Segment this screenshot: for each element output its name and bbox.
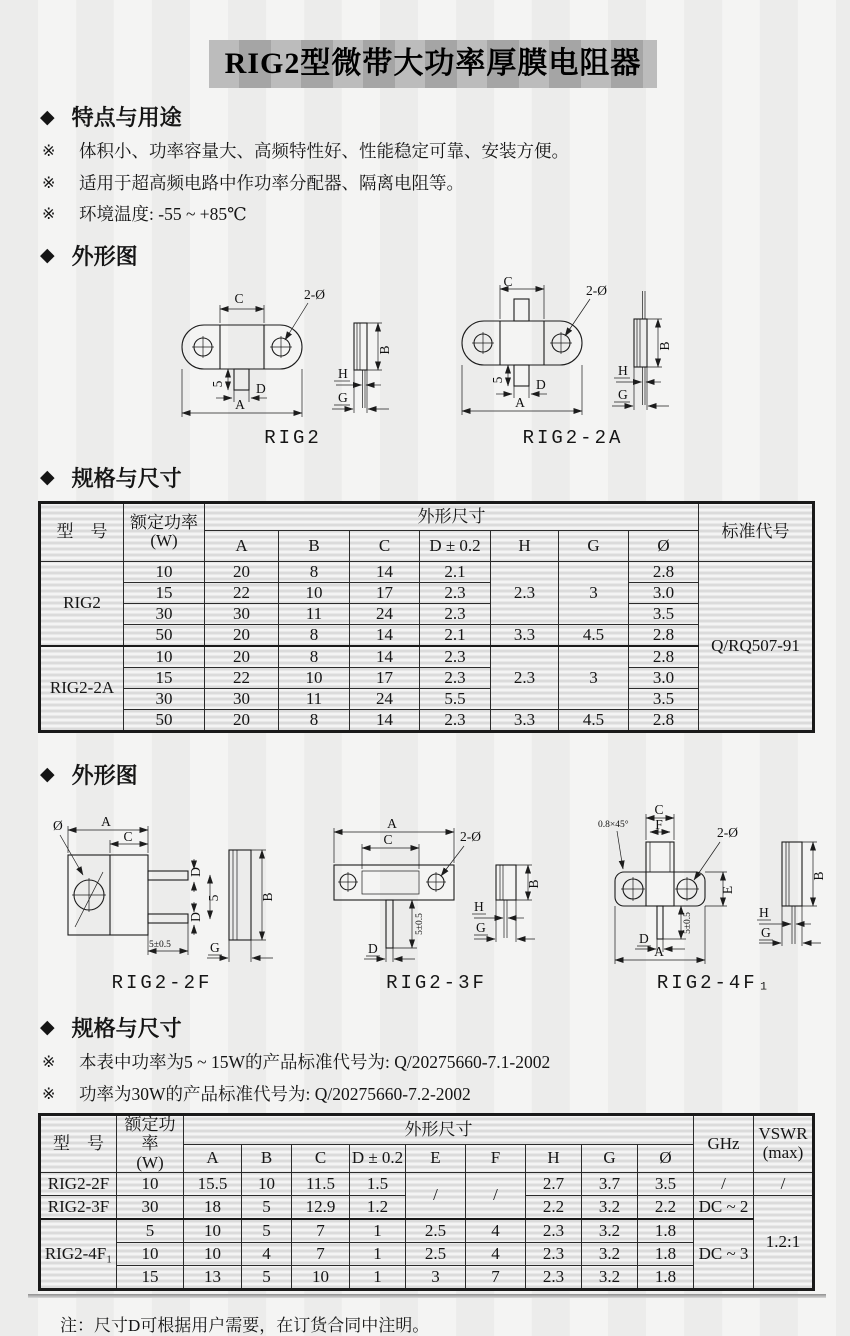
model-cell: RIG2-2A bbox=[40, 646, 124, 732]
cell: 3.7 bbox=[582, 1173, 638, 1196]
cell: 2.5 bbox=[406, 1243, 466, 1266]
cell: 20 bbox=[205, 624, 279, 646]
col-header-g: G bbox=[582, 1144, 638, 1172]
lead bbox=[657, 906, 663, 939]
model-cell: RIG2 bbox=[40, 561, 124, 646]
dim-label-2phi: 2-Ø bbox=[717, 824, 738, 840]
cell: 1.2 bbox=[350, 1196, 406, 1220]
dim-label-c: C bbox=[234, 290, 244, 306]
cell: 10 bbox=[184, 1219, 242, 1243]
cell: 24 bbox=[350, 603, 420, 624]
dim-label-5tol: 5±0.5 bbox=[415, 912, 425, 935]
dim-label-b: B bbox=[811, 871, 826, 881]
dim-label-5: 5 bbox=[210, 380, 225, 388]
table-row bbox=[40, 646, 814, 668]
lead bbox=[386, 900, 393, 948]
col-header-dims: 外形尺寸 bbox=[205, 502, 699, 530]
col-header-c: C bbox=[350, 530, 420, 561]
cell: 10 bbox=[117, 1243, 184, 1266]
rig2-side-view bbox=[332, 323, 392, 413]
side-lead bbox=[792, 906, 795, 944]
cell: 30 bbox=[205, 603, 279, 624]
cell: 15 bbox=[124, 667, 205, 688]
diamond-icon: ◆ bbox=[40, 466, 55, 489]
rig2-2a-front-view bbox=[462, 275, 607, 415]
col-header-d: D ± 0.2 bbox=[350, 1144, 406, 1172]
section-heading-label: 外形图 bbox=[71, 762, 138, 788]
diamond-icon: ◆ bbox=[40, 763, 55, 786]
dim-label-a: A bbox=[515, 394, 525, 410]
section-heading-specs-1 bbox=[40, 462, 850, 493]
cell: 2.2 bbox=[526, 1196, 582, 1220]
dim-label-a: A bbox=[235, 396, 245, 412]
reference-mark-icon: ※ bbox=[42, 141, 56, 160]
terminal-tab-bottom bbox=[514, 365, 529, 386]
cell: 3 bbox=[559, 646, 629, 710]
cell: 1.8 bbox=[638, 1266, 694, 1290]
cell: 4 bbox=[466, 1219, 526, 1243]
rig2-3f-side-view bbox=[472, 865, 541, 942]
reference-mark-icon: ※ bbox=[42, 1083, 56, 1103]
dim-label-h: H bbox=[759, 904, 769, 920]
col-header-f: F bbox=[466, 1144, 526, 1172]
side-body bbox=[634, 319, 647, 367]
cell: 3 bbox=[406, 1266, 466, 1290]
col-header-h: H bbox=[491, 530, 559, 561]
cell: 3 bbox=[559, 561, 629, 624]
dim-label-b: B bbox=[377, 345, 392, 355]
spec-table-1 bbox=[38, 501, 815, 733]
feature-text: 适用于超高频电路中作功率分配器、隔离电阻等。 bbox=[79, 172, 464, 193]
cell: 3.5 bbox=[638, 1173, 694, 1196]
table-row bbox=[40, 582, 814, 603]
table-row bbox=[40, 667, 814, 688]
cell: 2.8 bbox=[629, 561, 699, 582]
cell: 18 bbox=[184, 1196, 242, 1220]
dim-label-b: B bbox=[260, 892, 275, 902]
table-row bbox=[40, 688, 814, 709]
cell: 2.7 bbox=[526, 1173, 582, 1196]
model-cell: RIG2-2F bbox=[40, 1173, 117, 1196]
rig2-2a-drawing bbox=[448, 275, 698, 421]
section-heading-label: 规格与尺寸 bbox=[71, 465, 182, 491]
feature-item bbox=[42, 203, 850, 227]
cell: 8 bbox=[279, 646, 350, 668]
figure-rig2 bbox=[168, 281, 418, 449]
dim-label-d: D bbox=[368, 940, 378, 956]
dim-label-h: H bbox=[338, 365, 348, 381]
power-header-line1: 额定功率 bbox=[124, 1115, 176, 1153]
rig2-front-view bbox=[182, 287, 325, 417]
diamond-icon: ◆ bbox=[40, 1016, 55, 1039]
cell: 8 bbox=[279, 561, 350, 582]
diamond-icon: ◆ bbox=[40, 244, 55, 267]
side-lead bbox=[363, 370, 366, 408]
footer-note: 注：尺寸D可根据用户需要，在订货合同中注明。 bbox=[60, 1316, 430, 1336]
cell: 12.9 bbox=[292, 1196, 350, 1220]
cell: 15 bbox=[124, 582, 205, 603]
model-cell: RIG2-3F bbox=[40, 1196, 117, 1220]
feature-text: 环境温度: -55 ~ +85℃ bbox=[79, 204, 247, 225]
cell: 24 bbox=[350, 688, 420, 709]
cell: 5.5 bbox=[420, 688, 491, 709]
cell: DC ~ 3 bbox=[694, 1219, 754, 1290]
section-heading-label: 特点与用途 bbox=[71, 105, 182, 130]
cell: / bbox=[466, 1173, 526, 1220]
cell: 10 bbox=[124, 646, 205, 668]
spec-note bbox=[42, 1083, 850, 1107]
cell: 30 bbox=[117, 1196, 184, 1220]
dim-label-d: D bbox=[536, 376, 546, 392]
vswr-header-line2: (max) bbox=[762, 1143, 804, 1163]
cell: 1.8 bbox=[638, 1243, 694, 1266]
model-cell: RIG2-4F₁ bbox=[40, 1219, 117, 1290]
col-header-phi: Ø bbox=[638, 1144, 694, 1172]
page-title: RIG2型微带大功率厚膜电阻器 bbox=[209, 40, 657, 88]
dim-label-g: G bbox=[338, 389, 348, 405]
cell: 15 bbox=[117, 1266, 184, 1290]
section-heading-outline-2 bbox=[40, 759, 850, 790]
rig2-4f1-front-view bbox=[598, 802, 738, 964]
cell: 2.5 bbox=[406, 1219, 466, 1243]
cell: 17 bbox=[350, 667, 420, 688]
dim-label-c: C bbox=[383, 831, 393, 847]
cell: 2.1 bbox=[420, 561, 491, 582]
spec-note bbox=[42, 1051, 850, 1075]
cell: 15.5 bbox=[184, 1173, 242, 1196]
cell: 10 bbox=[292, 1266, 350, 1290]
section-heading-features bbox=[40, 101, 850, 132]
figure-rig2-3f bbox=[324, 810, 549, 994]
dim-label-g: G bbox=[618, 386, 628, 402]
rig2-3f-front-view bbox=[334, 816, 481, 962]
cell: 10 bbox=[184, 1243, 242, 1266]
cell: 3.0 bbox=[629, 667, 699, 688]
col-header-h: H bbox=[526, 1144, 582, 1172]
section-heading-outline-1 bbox=[40, 240, 850, 271]
cell: 8 bbox=[279, 709, 350, 731]
cell: / bbox=[406, 1173, 466, 1220]
dim-label-d: D bbox=[639, 930, 649, 946]
terminal-tab-top bbox=[514, 299, 529, 321]
cell: 14 bbox=[350, 561, 420, 582]
cell: 5 bbox=[242, 1219, 292, 1243]
terminal-tab bbox=[234, 369, 249, 390]
figure-caption: RIG2 bbox=[264, 426, 322, 449]
cell: 7 bbox=[292, 1219, 350, 1243]
dim-label-d: D bbox=[188, 867, 203, 877]
cell: 30 bbox=[124, 603, 205, 624]
table-row bbox=[40, 561, 814, 582]
rig2-2f-side-view bbox=[207, 850, 275, 962]
cell: 4 bbox=[466, 1243, 526, 1266]
cell: 4.5 bbox=[559, 624, 629, 646]
cell: 11 bbox=[279, 688, 350, 709]
cell: 3.5 bbox=[629, 688, 699, 709]
dim-label-5tol: 5±0.5 bbox=[683, 911, 693, 934]
cell: 30 bbox=[205, 688, 279, 709]
col-header-a: A bbox=[205, 530, 279, 561]
cell: 14 bbox=[350, 646, 420, 668]
std-code-cell: Q/RQ507-91 bbox=[699, 561, 814, 731]
cell: 11 bbox=[279, 603, 350, 624]
cell: 3.3 bbox=[491, 624, 559, 646]
cell: 3.2 bbox=[582, 1243, 638, 1266]
cell: 7 bbox=[292, 1243, 350, 1266]
cell: 1.8 bbox=[638, 1219, 694, 1243]
cell: 8 bbox=[279, 624, 350, 646]
cell: 11.5 bbox=[292, 1173, 350, 1196]
col-header-c: C bbox=[292, 1144, 350, 1172]
dim-label-b: B bbox=[657, 341, 672, 351]
dim-label-c: C bbox=[503, 274, 513, 289]
cell: 10 bbox=[242, 1173, 292, 1196]
dim-label-phi: Ø bbox=[53, 817, 63, 833]
cell: 2.3 bbox=[491, 561, 559, 624]
dim-label-g: G bbox=[761, 924, 771, 940]
rig2-3f-drawing bbox=[324, 810, 549, 966]
col-header-g: G bbox=[559, 530, 629, 561]
reference-mark-icon: ※ bbox=[42, 172, 56, 192]
col-header-model: 型 号 bbox=[40, 502, 124, 561]
col-header-d: D ± 0.2 bbox=[420, 530, 491, 561]
dim-label-a: A bbox=[387, 815, 397, 831]
cell: 2.3 bbox=[526, 1266, 582, 1290]
cell: 2.3 bbox=[491, 646, 559, 710]
cell: 17 bbox=[350, 582, 420, 603]
section-heading-label: 规格与尺寸 bbox=[71, 1015, 182, 1041]
cell: 3.2 bbox=[582, 1219, 638, 1243]
dim-label-b: B bbox=[526, 879, 541, 889]
cell: 5 bbox=[242, 1196, 292, 1220]
rig2-drawing bbox=[168, 281, 418, 421]
col-header-power bbox=[117, 1115, 184, 1173]
dim-label-chamfer: 0.8×45° bbox=[598, 819, 629, 830]
figure-caption: RIG2-3F bbox=[386, 971, 487, 994]
col-header-b: B bbox=[279, 530, 350, 561]
dim-label-e: E bbox=[720, 885, 735, 894]
dim-label-h: H bbox=[474, 898, 484, 914]
cell: 1.5 bbox=[350, 1173, 406, 1196]
table-row bbox=[40, 709, 814, 731]
figure-caption: RIG2-2F bbox=[111, 971, 213, 994]
cell: 22 bbox=[205, 667, 279, 688]
cell: 2.3 bbox=[526, 1219, 582, 1243]
dim-label-5tol: 5±0.5 bbox=[149, 939, 171, 950]
cell: 3.5 bbox=[629, 603, 699, 624]
col-header-dims: 外形尺寸 bbox=[184, 1115, 694, 1145]
cell: 2.3 bbox=[526, 1243, 582, 1266]
rig2-4f1-side-view bbox=[757, 842, 826, 946]
lead-bottom bbox=[148, 914, 188, 923]
cell: 4.5 bbox=[559, 709, 629, 731]
cell: 50 bbox=[124, 709, 205, 731]
dim-label-5: 5 bbox=[206, 894, 221, 902]
cell: 30 bbox=[124, 688, 205, 709]
side-body bbox=[496, 865, 516, 900]
outline-figure-row-1 bbox=[168, 275, 850, 449]
col-header-b: B bbox=[242, 1144, 292, 1172]
figure-rig2-4f1 bbox=[597, 794, 832, 994]
cell: 10 bbox=[279, 582, 350, 603]
cell: 2.8 bbox=[629, 646, 699, 668]
side-body bbox=[354, 323, 367, 370]
feature-text: 体积小、功率容量大、高频特性好、性能稳定可靠、安装方便。 bbox=[79, 141, 569, 161]
table-row bbox=[40, 603, 814, 624]
dim-label-c: C bbox=[123, 828, 133, 844]
col-header-a: A bbox=[184, 1144, 242, 1172]
col-header-phi: Ø bbox=[629, 530, 699, 561]
spec-table-2 bbox=[38, 1113, 815, 1291]
cell: 10 bbox=[117, 1173, 184, 1196]
cell: 2.3 bbox=[420, 646, 491, 668]
cell: 20 bbox=[205, 709, 279, 731]
cell: 5 bbox=[117, 1219, 184, 1243]
cell: DC ~ 2 bbox=[694, 1196, 754, 1220]
side-body bbox=[229, 850, 251, 940]
dim-label-2phi: 2-Ø bbox=[460, 828, 481, 844]
cell: 2.3 bbox=[420, 667, 491, 688]
dim-label-d: D bbox=[256, 380, 266, 396]
cell: 3.2 bbox=[582, 1266, 638, 1290]
figure-rig2-2f bbox=[48, 810, 276, 994]
cell: 13 bbox=[184, 1266, 242, 1290]
outline-figure-row-2 bbox=[48, 794, 832, 994]
cell: 14 bbox=[350, 709, 420, 731]
reference-mark-icon: ※ bbox=[42, 204, 56, 224]
figure-caption: RIG2-2A bbox=[522, 426, 624, 449]
col-header-ghz: GHz bbox=[694, 1115, 754, 1173]
page-divider bbox=[28, 1294, 826, 1298]
film-area bbox=[362, 871, 419, 894]
cell: 1 bbox=[350, 1219, 406, 1243]
col-header-std: 标准代号 bbox=[699, 502, 814, 561]
feature-item bbox=[42, 172, 850, 196]
cell: 10 bbox=[279, 667, 350, 688]
cell: 4 bbox=[242, 1243, 292, 1266]
cell: 10 bbox=[124, 561, 205, 582]
dim-label-a: A bbox=[101, 813, 111, 829]
rig2-2f-front-view bbox=[53, 814, 221, 955]
section-heading-specs-2 bbox=[40, 1012, 850, 1043]
rig2-4f1-drawing bbox=[597, 794, 832, 966]
cell: 1 bbox=[350, 1266, 406, 1290]
cell: 1.2:1 bbox=[754, 1196, 814, 1290]
col-header-vswr bbox=[754, 1115, 814, 1173]
cell: 7 bbox=[466, 1266, 526, 1290]
cell: 5 bbox=[242, 1266, 292, 1290]
rig2-2a-side-view bbox=[612, 291, 672, 410]
dim-label-g: G bbox=[476, 919, 486, 935]
dim-label-2phi: 2-Ø bbox=[304, 286, 325, 302]
dim-label-d: D bbox=[188, 912, 203, 922]
dim-label-c: C bbox=[654, 801, 664, 817]
spec-note-text: 功率为30W的产品标准代号为: Q/20275660-7.2-2002 bbox=[79, 1083, 471, 1104]
cell: 3.2 bbox=[582, 1196, 638, 1220]
table-row bbox=[40, 1219, 814, 1243]
cell: 2.8 bbox=[629, 709, 699, 731]
dim-label-5: 5 bbox=[490, 376, 505, 384]
vswr-header-line1: VSWR bbox=[758, 1124, 808, 1144]
figure-rig2-2a bbox=[448, 275, 698, 449]
cell: 2.8 bbox=[629, 624, 699, 646]
dim-label-a: A bbox=[654, 943, 664, 959]
dim-label-f: F bbox=[655, 816, 663, 832]
power-header-line2: (W) bbox=[150, 531, 178, 551]
side-lead bbox=[504, 900, 507, 938]
cell: 14 bbox=[350, 624, 420, 646]
cell: 1 bbox=[350, 1243, 406, 1266]
dim-label-g: G bbox=[210, 939, 220, 955]
cell: 50 bbox=[124, 624, 205, 646]
spec-note-text: 本表中功率为5 ~ 15W的产品标准代号为: Q/20275660-7.1-2002 bbox=[79, 1051, 551, 1072]
cell: 3.0 bbox=[629, 582, 699, 603]
dim-label-2phi: 2-Ø bbox=[586, 282, 607, 298]
cell: 2.3 bbox=[420, 603, 491, 624]
cell: 20 bbox=[205, 561, 279, 582]
dim-label-h: H bbox=[618, 362, 628, 378]
lead-top bbox=[148, 871, 188, 880]
power-header-line1: 额定功率 bbox=[130, 512, 198, 532]
side-body bbox=[782, 842, 802, 906]
table-row bbox=[40, 624, 814, 646]
col-header-power bbox=[124, 502, 205, 561]
cell: 22 bbox=[205, 582, 279, 603]
cell: 2.3 bbox=[420, 582, 491, 603]
diamond-icon: ◆ bbox=[40, 105, 55, 128]
datasheet-page bbox=[0, 40, 850, 1336]
rig2-2f-drawing bbox=[48, 810, 276, 966]
cell: / bbox=[754, 1173, 814, 1196]
section-heading-label: 外形图 bbox=[71, 243, 138, 269]
table-row bbox=[40, 1173, 814, 1196]
cell: / bbox=[694, 1173, 754, 1196]
col-header-model: 型 号 bbox=[40, 1115, 117, 1173]
reference-mark-icon: ※ bbox=[42, 1051, 56, 1071]
feature-item bbox=[42, 140, 850, 164]
side-leads bbox=[643, 291, 646, 405]
cell: 3.3 bbox=[491, 709, 559, 731]
cell: 2.1 bbox=[420, 624, 491, 646]
cell: 2.2 bbox=[638, 1196, 694, 1220]
col-header-e: E bbox=[406, 1144, 466, 1172]
power-header-line2: (W) bbox=[136, 1152, 164, 1172]
figure-caption: RIG2-4F₁ bbox=[656, 971, 773, 994]
cell: 2.3 bbox=[420, 709, 491, 731]
cell: 20 bbox=[205, 646, 279, 668]
